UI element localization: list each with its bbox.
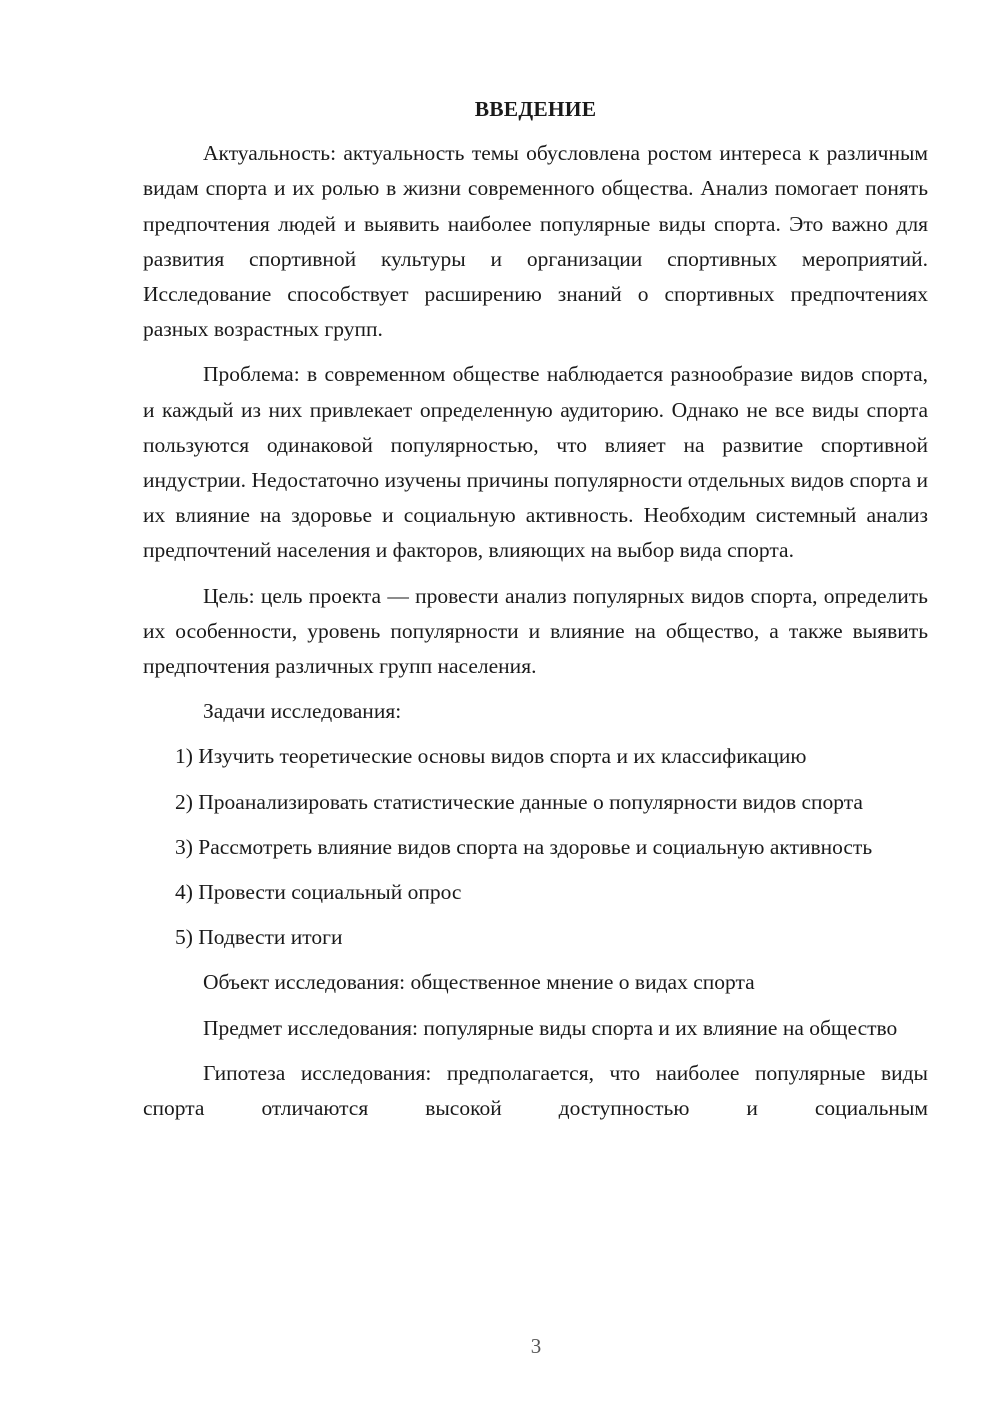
- hypothesis-paragraph: Гипотеза исследования: предполагается, что наиболее популярные виды спорта отличаются высокой доступностью и социальным: [143, 1060, 928, 1121]
- tasks-title: Задачи исследования:: [203, 699, 402, 724]
- task-item-4: 4) Провести социальный опрос: [175, 880, 462, 905]
- object-paragraph: Объект исследования: общественное мнение о видах спорта: [203, 970, 755, 995]
- task-item-1: 1) Изучить теоретические основы видов спорта и их классификацию: [175, 744, 807, 769]
- page-number: 3: [530, 1334, 542, 1358]
- task-item-3: 3) Рассмотреть влияние видов спорта на здоровье и социальную активность: [175, 834, 873, 859]
- relevance-paragraph: Актуальность: актуальность темы обусловлена ростом интереса к различным видам спорта и их ролью в жизни современного общества. Анализ помогает понять предпочтения людей и выявить наиболее популярные виды спорта. Это важно для развития спортивной культуры и организации спортивных мероприятий. Исследование способствует расширению знаний о спортивных предпочтениях разных возрастных групп.: [143, 141, 928, 342]
- task-item-5: 5) Подвести итоги: [175, 925, 343, 950]
- section-heading: ВВЕДЕНИЕ: [474, 97, 597, 121]
- subject-paragraph: Предмет исследования: популярные виды спорта и их влияние на общество: [203, 1015, 898, 1040]
- problem-paragraph: Проблема: в современном обществе наблюдается разнообразие видов спорта, и каждый из них привлекает определенную аудиторию. Однако не все виды спорта пользуются одинаковой популярностью, что влияет на развитие спортивной индустрии. Недостаточно изучены причины популярности отдельных видов спорта и их влияние на здоровье и социальную активность. Необходим системный анализ предпочтений населения и факторов, влияющих на выбор вида спорта.: [143, 362, 928, 563]
- task-item-2: 2) Проанализировать статистические данные о популярности видов спорта: [175, 789, 863, 814]
- document-page: [143, 92, 928, 1136]
- goal-paragraph: Цель: цель проекта — провести анализ популярных видов спорта, определить их особенности, уровень популярности и влияние на общество, а также выявить предпочтения различных групп населения.: [143, 583, 928, 679]
